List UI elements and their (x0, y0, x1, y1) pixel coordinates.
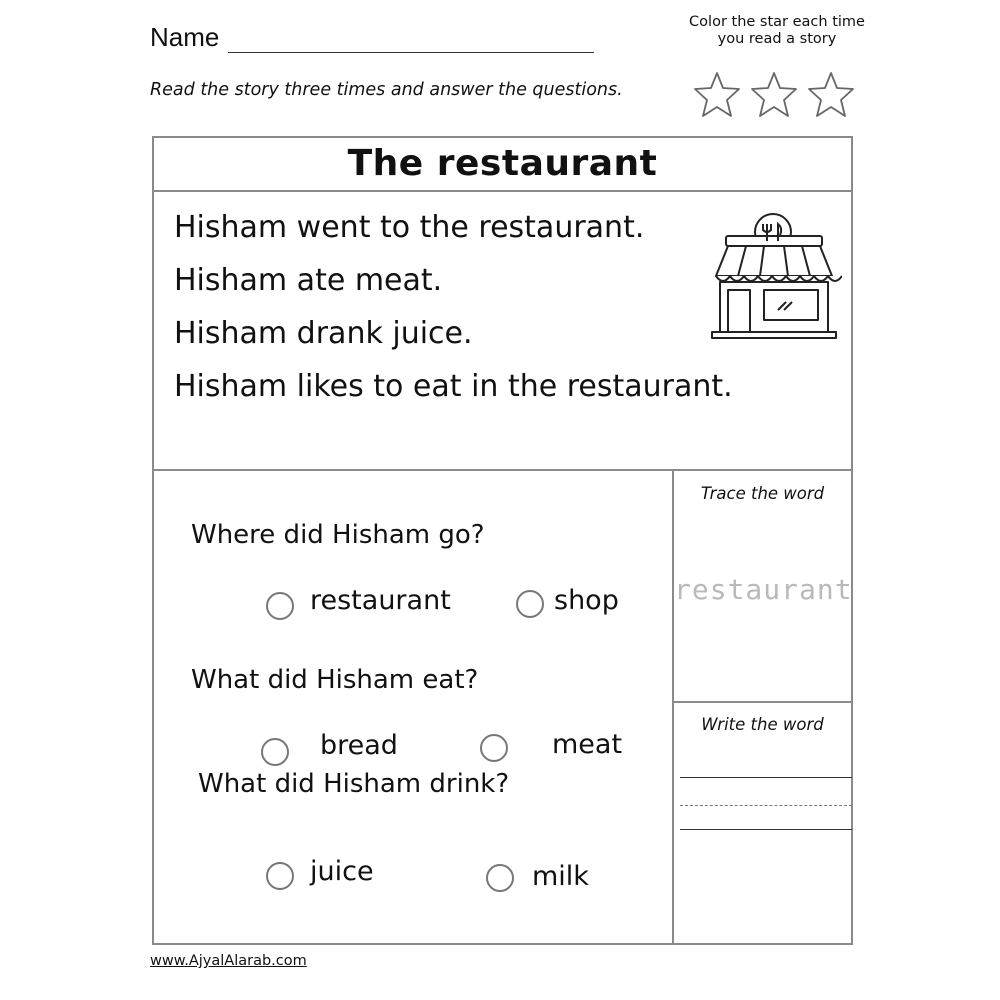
story-title-row (152, 136, 853, 192)
section-divider (152, 469, 853, 471)
option-label-shop: shop (554, 585, 619, 616)
website-link[interactable]: www.AjyalAlarab.com (150, 953, 307, 969)
option-label-milk: milk (532, 861, 589, 892)
name-label: Name (150, 22, 220, 52)
write-line-mid (680, 805, 852, 806)
side-panel-divider (672, 469, 674, 945)
write-word-label: Write the word (701, 715, 824, 734)
radio-option-meat[interactable] (480, 734, 508, 762)
option-label-meat: meat (552, 729, 623, 760)
star-instruction-line1: Color the star each time (689, 14, 865, 30)
star-icon[interactable] (806, 70, 856, 120)
side-panel-split (672, 701, 853, 703)
radio-option-shop[interactable] (516, 590, 544, 618)
radio-option-juice[interactable] (266, 862, 294, 890)
question-3: What did Hisham drink? (198, 769, 510, 799)
story-line: Hisham went to the restaurant. (174, 210, 645, 245)
story-line: Hisham likes to eat in the restaurant. (174, 369, 733, 404)
radio-option-bread[interactable] (261, 738, 289, 766)
option-label-juice: juice (310, 856, 374, 887)
radio-option-milk[interactable] (486, 864, 514, 892)
star-icon[interactable] (692, 70, 742, 120)
trace-word: restaurant (674, 573, 853, 606)
story-line: Hisham drank juice. (174, 316, 473, 351)
question-2: What did Hisham eat? (191, 665, 479, 695)
star-instruction-line2: you read a story (717, 31, 837, 47)
write-line-base[interactable] (680, 829, 852, 830)
story-line: Hisham ate meat. (174, 263, 443, 298)
restaurant-storefront-icon (708, 210, 842, 342)
reading-instruction: Read the story three times and answer the questions. (150, 80, 623, 100)
option-label-restaurant: restaurant (310, 585, 451, 616)
radio-option-restaurant[interactable] (266, 592, 294, 620)
star-instruction (672, 14, 882, 48)
question-1: Where did Hisham go? (191, 520, 485, 550)
trace-word-label: Trace the word (700, 484, 825, 503)
star-icon[interactable] (749, 70, 799, 120)
option-label-bread: bread (320, 730, 398, 761)
name-input-line[interactable] (228, 52, 594, 53)
reading-stars (692, 70, 856, 122)
story-title: The restaurant (347, 143, 658, 184)
write-line-top[interactable] (680, 777, 852, 778)
